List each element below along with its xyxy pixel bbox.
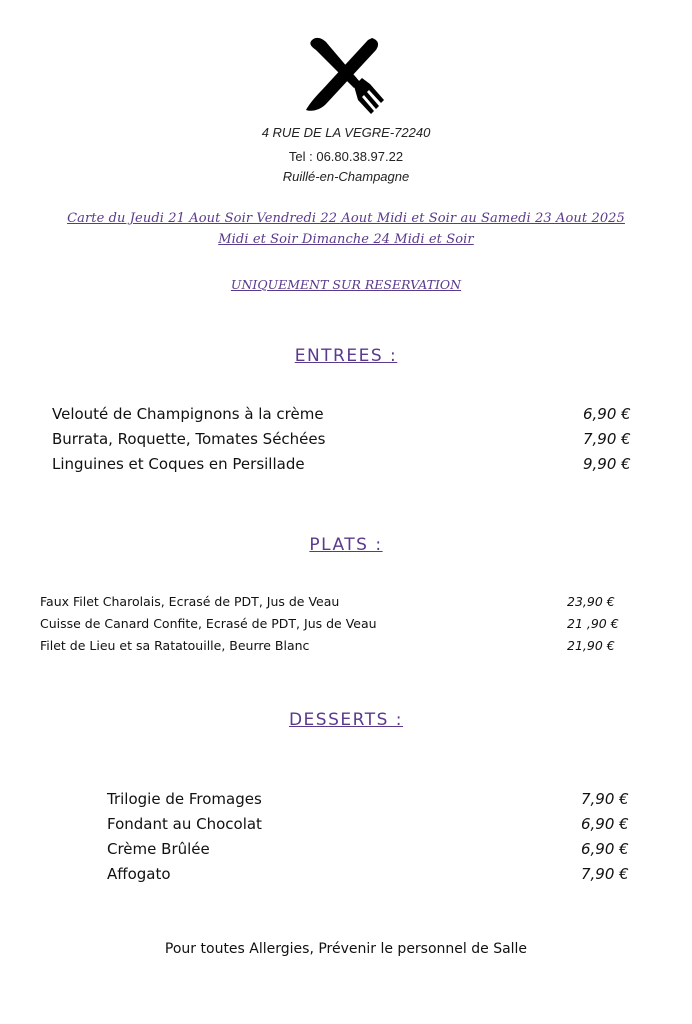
menu-item-price: 23,90 € bbox=[567, 594, 615, 609]
section-title-entrees: ENTREES : bbox=[294, 346, 398, 366]
menu-item-name: Burrata, Roquette, Tomates Séchées bbox=[52, 430, 326, 448]
section-title-plats: PLATS : bbox=[309, 535, 383, 555]
carte-dates-line1: Carte du Jeudi 21 Aout Soir Vendredi 22 Aout Midi et Soir au Samedi 23 Aout 2025 bbox=[67, 211, 625, 226]
menu-item-price: 6,90 € bbox=[581, 815, 629, 833]
menu-item-name: Crème Brûlée bbox=[107, 840, 210, 858]
carte-dates-line2: Midi et Soir Dimanche 24 Midi et Soir bbox=[218, 232, 474, 247]
knife-fork-icon bbox=[302, 34, 388, 114]
menu-item-name: Faux Filet Charolais, Ecrasé de PDT, Jus de Veau bbox=[40, 594, 340, 609]
address: 4 RUE DE LA VEGRE-72240 bbox=[261, 125, 431, 140]
menu-item-name: Linguines et Coques en Persillade bbox=[52, 455, 305, 473]
menu-item-name: Fondant au Chocolat bbox=[107, 815, 262, 833]
menu-item-price: 7,90 € bbox=[581, 790, 629, 808]
menu-item-price: 7,90 € bbox=[583, 430, 631, 448]
menu-item-name: Affogato bbox=[107, 865, 171, 883]
menu-item-price: 21 ,90 € bbox=[567, 616, 619, 631]
menu-item-price: 6,90 € bbox=[581, 840, 629, 858]
allergy-notice: Pour toutes Allergies, Prévenir le personnel de Salle bbox=[164, 941, 528, 957]
reservation-notice: UNIQUEMENT SUR RESERVATION bbox=[230, 277, 462, 292]
menu-item-price: 9,90 € bbox=[583, 455, 631, 473]
phone: Tel : 06.80.38.97.22 bbox=[288, 149, 404, 164]
section-title-desserts: DESSERTS : bbox=[288, 710, 404, 730]
menu-item-name: Filet de Lieu et sa Ratatouille, Beurre Blanc bbox=[40, 638, 310, 653]
menu-item-price: 7,90 € bbox=[581, 865, 629, 883]
town: Ruillé-en-Champagne bbox=[282, 169, 410, 184]
menu-item-price: 21,90 € bbox=[567, 638, 615, 653]
menu-item-name: Velouté de Champignons à la crème bbox=[52, 405, 324, 423]
menu-item-name: Trilogie de Fromages bbox=[107, 790, 262, 808]
menu-item-price: 6,90 € bbox=[583, 405, 631, 423]
menu-item-name: Cuisse de Canard Confite, Ecrasé de PDT, Jus de Veau bbox=[40, 616, 377, 631]
